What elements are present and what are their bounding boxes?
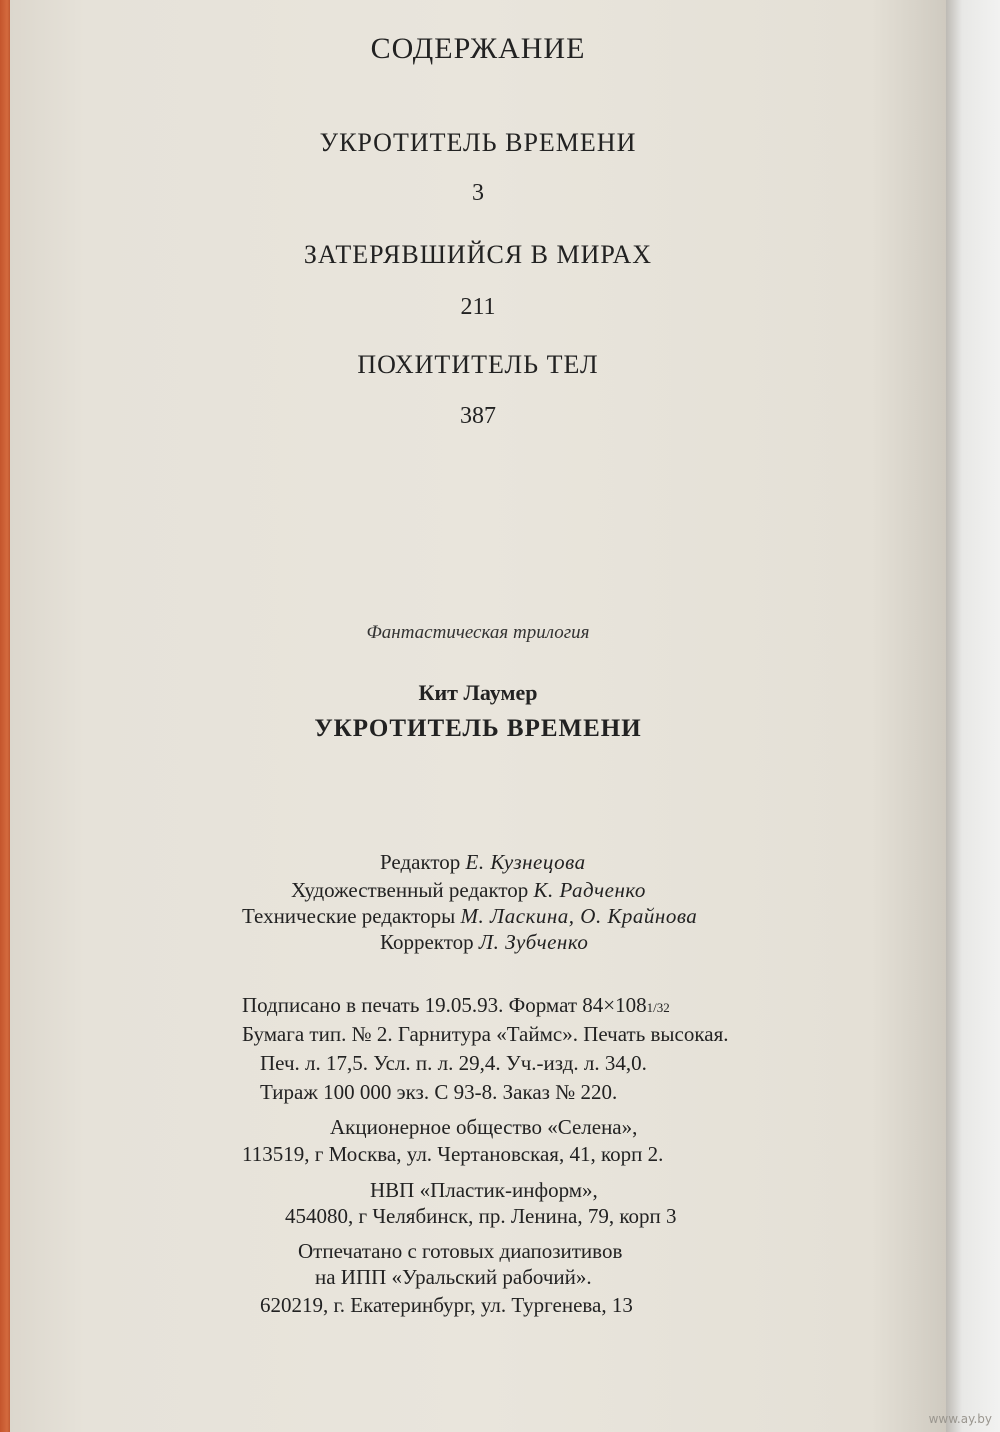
imprint-print-run: Тираж 100 000 экз. С 93-8. Заказ № 220. [260,1080,618,1104]
credit-name: Л. Зубченко [478,930,589,954]
format-fraction: 1/32 [646,1000,670,1015]
toc-entry-title: УКРОТИТЕЛЬ ВРЕМЕНИ [319,128,637,157]
publisher-address: 113519, г Москва, ул. Чертановская, 41, корп 2. [242,1142,664,1166]
table-surface [946,0,1000,1432]
book-title: УКРОТИТЕЛЬ ВРЕМЕНИ [314,715,642,742]
credit-line [242,904,697,929]
imprint-paper: Бумага тип. № 2. Гарнитура «Таймс». Печать высокая. [242,1022,729,1046]
credit-role: Технические редакторы [242,904,456,928]
printed-from: Отпечатано с готовых диапозитивов [298,1239,623,1263]
credit-line [291,878,646,903]
credit-line [380,850,586,875]
credit-name: М. Ласкина, О. Крайнова [460,904,698,928]
publisher-name: Акционерное общество «Селена», [330,1115,638,1139]
credit-name: К. Радченко [533,878,646,902]
imprint-signed-text: Подписано в печать 19.05.93. Формат 84×108 [242,993,647,1017]
partner-name: НВП «Пластик-информ», [370,1178,598,1202]
credit-line [380,930,588,955]
toc-entry-title: ЗАТЕРЯВШИЙСЯ В МИРАХ [303,240,653,269]
partner-address: 454080, г Челябинск, пр. Ленина, 79, корп 3 [285,1204,677,1228]
toc-entry-page: 387 [460,403,496,429]
credit-role: Художественный редактор [291,878,529,902]
imprint-signed [242,993,670,1018]
book-page [10,0,946,1432]
author-name: Кит Лаумер [418,680,538,705]
credit-role: Редактор [380,850,461,874]
credit-role: Корректор [380,930,474,954]
toc-entry-title: ПОХИТИТЕЛЬ ТЕЛ [357,350,599,379]
imprint-sheets: Печ. л. 17,5. Усл. п. л. 29,4. Уч.-изд. л. 34,0. [260,1051,647,1075]
printer-address: 620219, г. Екатеринбург, ул. Тургенева, 13 [260,1293,633,1317]
credit-name: Е. Кузнецова [465,850,586,874]
watermark: www.ay.by [928,1412,992,1426]
toc-heading: СОДЕРЖАНИЕ [370,32,586,65]
toc-entry-page: 3 [472,180,484,206]
printer-name: на ИПП «Уральский рабочий». [315,1265,592,1289]
toc-entry-page: 211 [460,294,496,320]
series-label: Фантастическая трилогия [366,622,590,643]
